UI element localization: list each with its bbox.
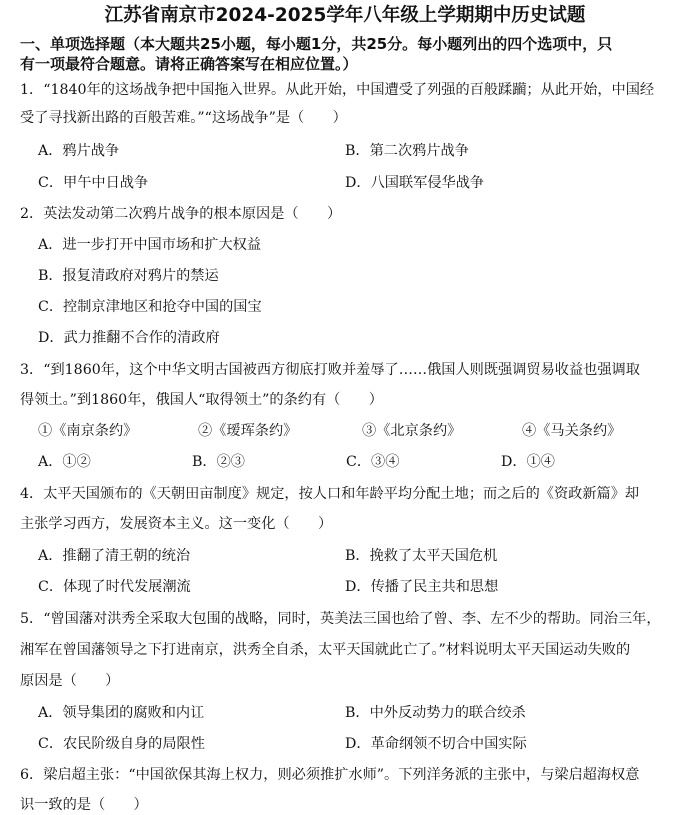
- option-b: B．挽救了太平天国危机: [345, 548, 498, 564]
- option-c: C．控制京津地区和抢夺中国的国宝: [38, 299, 262, 315]
- question-text: 4．太平天国颁布的《天朝田亩制度》规定，按人口和年龄平均分配土地；而之后的《资政新篇》却: [20, 486, 640, 502]
- option-c: C．体现了时代发展潮流: [38, 579, 191, 595]
- option-a: A．进一步打开中国市场和扩大权益: [38, 237, 262, 253]
- option-b: B．第二次鸦片战争: [345, 143, 469, 159]
- option-b: B．报复清政府对鸦片的禁运: [38, 268, 219, 284]
- option-b: B．②③: [192, 454, 245, 470]
- question-text: 得领土。”到1860年，俄国人“取得领土”的条约有（ ）: [20, 392, 383, 408]
- question-text: 原因是（ ）: [20, 673, 120, 689]
- question-text: 2．英法发动第二次鸦片战争的根本原因是（ ）: [20, 206, 342, 222]
- exam-title: 江苏省南京市2024-2025学年八年级上学期期中历史试题: [104, 5, 586, 26]
- section-header-line: 有一项最符合题意。请将正确答案写在相应位置。）: [20, 55, 358, 73]
- question-text: 1．“1840年的这场战争把中国拖入世界。从此开始，中国遭受了列强的百般蹂躏；从此开始，中国经: [20, 82, 655, 98]
- treaty-item: ②《瑷珲条约》: [198, 423, 298, 439]
- question-text: 6．梁启超主张：“中国欲保其海上权力，则必须推扩水师”。下列洋务派的主张中，与梁启超海权意: [20, 767, 640, 783]
- question-text: 湘军在曾国藩领导之下打进南京，洪秀全自杀，太平天国就此亡了。”材料说明太平天国运动失败的: [20, 642, 631, 658]
- section-header: [20, 34, 676, 74]
- option-a: A．①②: [38, 454, 91, 470]
- option-d: D．传播了民主共和思想: [345, 579, 499, 595]
- option-b: B．中外反动势力的联合绞杀: [345, 705, 526, 721]
- option-c: C．甲午中日战争: [38, 175, 149, 191]
- option-d: D．革命纲领不切合中国实际: [345, 736, 527, 752]
- question-text: 识一致的是（ ）: [20, 797, 148, 813]
- section-header-line: 一、单项选择题（本大题共25小题，每小题1分，共25分。每小题列出的四个选项中，只: [20, 35, 613, 53]
- option-a: A．推翻了清王朝的统治: [38, 548, 191, 564]
- option-a: A．领导集团的腐败和内讧: [38, 705, 205, 721]
- option-c: C．农民阶级自身的局限性: [38, 736, 205, 752]
- question-text: 受了寻找新出路的百般苦难。”“这场战争”是（ ）: [20, 110, 347, 126]
- option-d: D．八国联军侵华战争: [345, 175, 485, 191]
- option-c: C．③④: [346, 454, 400, 470]
- treaty-item: ④《马关条约》: [522, 423, 622, 439]
- option-a: A．鸦片战争: [38, 143, 120, 159]
- treaty-item: ①《南京条约》: [38, 423, 138, 439]
- question-text: 5．“曾国藩对洪秀全采取大包围的战略，同时，英美法三国也给了曾、李、左不少的帮助。同治三年，: [20, 611, 661, 627]
- question-text: 主张学习西方，发展资本主义。这一变化（ ）: [20, 516, 333, 532]
- treaty-item: ③《北京条约》: [362, 423, 462, 439]
- option-d: D．武力推翻不合作的清政府: [38, 330, 220, 346]
- option-d: D．①④: [501, 454, 555, 470]
- question-text: 3．“到1860年，这个中华文明古国被西方彻底打败并羞辱了……俄国人则既强调贸易收益也强调取: [20, 362, 640, 378]
